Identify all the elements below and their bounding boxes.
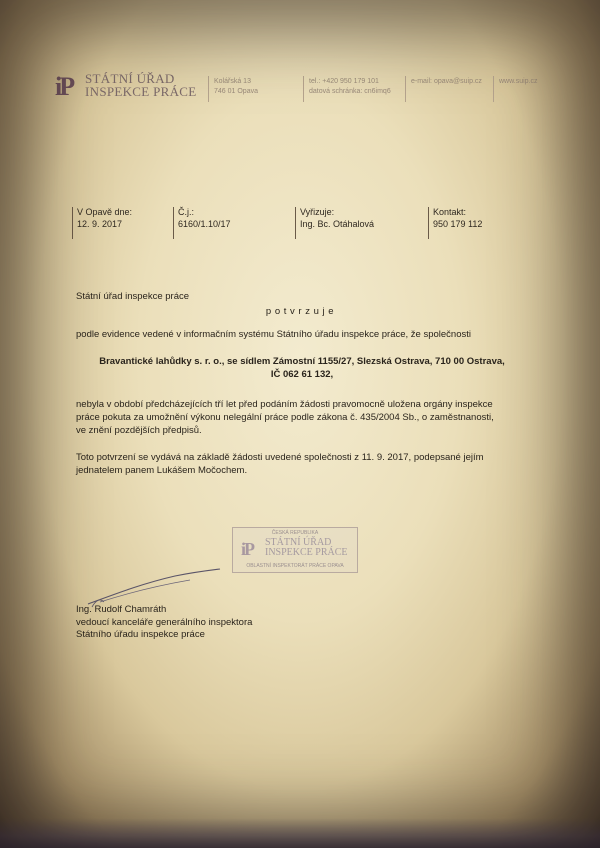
company-line-2: IČ 062 61 132, xyxy=(270,369,334,380)
official-stamp xyxy=(232,527,358,573)
stamp-bottom-text: OBLASTNÍ INSPEKTORÁT PRÁCE OPAVA xyxy=(246,563,344,569)
handler-cell xyxy=(295,207,374,239)
confirm-verb: p o t v r z u j e xyxy=(265,306,335,317)
reference-value: 6160/1.10/17 xyxy=(178,219,231,229)
statement-paragraph xyxy=(76,398,494,437)
logo-icon: iP xyxy=(55,72,73,101)
signatory-title: vedoucí kanceláře generálního inspektora xyxy=(76,616,253,628)
letterhead-divider xyxy=(405,76,406,102)
bottom-edge-shadow xyxy=(0,818,600,848)
signatory-block xyxy=(76,604,252,642)
signatory-name: Ing. Rudolf Chamráth xyxy=(76,604,167,615)
contact-label: Kontakt: xyxy=(433,207,467,217)
letterhead-email: e-mail: opava@suip.cz xyxy=(411,78,482,85)
date-value: 12. 9. 2017 xyxy=(77,219,123,229)
letterhead-address: Kolářská 13 746 01 Opava xyxy=(214,78,258,95)
logo-line-1: STÁTNÍ ÚŘAD xyxy=(85,71,175,86)
purpose-line-1: Toto potvrzení se vydává na základě žádosti uvedené společnosti z 11. 9. 2017, podepsané jejím xyxy=(76,452,484,463)
logo-line-2: INSPEKCE PRÁCE xyxy=(85,84,197,99)
letterhead-divider xyxy=(493,76,494,102)
stamp-logo-icon: iP xyxy=(241,539,253,559)
handler-label: Vyřizuje: xyxy=(300,207,335,217)
letterhead-divider xyxy=(303,76,304,102)
reference-row xyxy=(72,207,532,239)
letterhead xyxy=(55,70,575,110)
handwritten-signature xyxy=(70,560,230,610)
issuer-line: Státní úřad inspekce práce xyxy=(76,291,190,302)
intro-line: podle evidence vedené v informačním systému Státního úřadu inspekce práce, že společnosti xyxy=(76,329,472,340)
contact-value: 950 179 112 xyxy=(433,219,483,229)
stamp-top-text: ČESKÁ REPUBLIKA xyxy=(271,530,319,536)
stamp-text: STÁTNÍ ÚŘAD INSPEKCE PRÁCE xyxy=(265,537,348,558)
contact-cell xyxy=(428,207,482,239)
logo-text xyxy=(85,72,225,98)
company-line-1: Bravantické lahůdky s. r. o., se sídlem Zámostní 1155/27, Slezská Ostrava, 710 00 Ostrava, xyxy=(99,356,505,367)
reference-cell xyxy=(173,207,231,239)
letterhead-web: www.suip.cz xyxy=(499,78,538,85)
statement-line-1: nebyla v období předcházejících tří let před podáním žádosti pravomocně uložena orgány inspekce xyxy=(76,399,493,410)
letterhead-phone: tel.: +420 950 179 101 datová schránka: cn6imq6 xyxy=(309,78,391,95)
date-cell xyxy=(72,207,132,239)
handler-value: Ing. Bc. Otáhalová xyxy=(300,219,375,229)
statement-line-2: práce pokuta za umožnění výkonu nelegální práce podle zákona č. 435/2004 Sb., o zaměstnanosti, xyxy=(76,412,494,423)
statement-line-3: ve znění pozdějších předpisů. xyxy=(76,425,202,436)
signatory-office: Státního úřadu inspekce práce xyxy=(76,629,205,640)
purpose-line-2: jednatelem panem Lukášem Močochem. xyxy=(76,465,248,476)
letterhead-divider xyxy=(208,76,209,102)
reference-label: Č.j.: xyxy=(178,207,195,217)
date-label: V Opavě dne: xyxy=(77,207,133,217)
purpose-paragraph xyxy=(76,451,484,477)
